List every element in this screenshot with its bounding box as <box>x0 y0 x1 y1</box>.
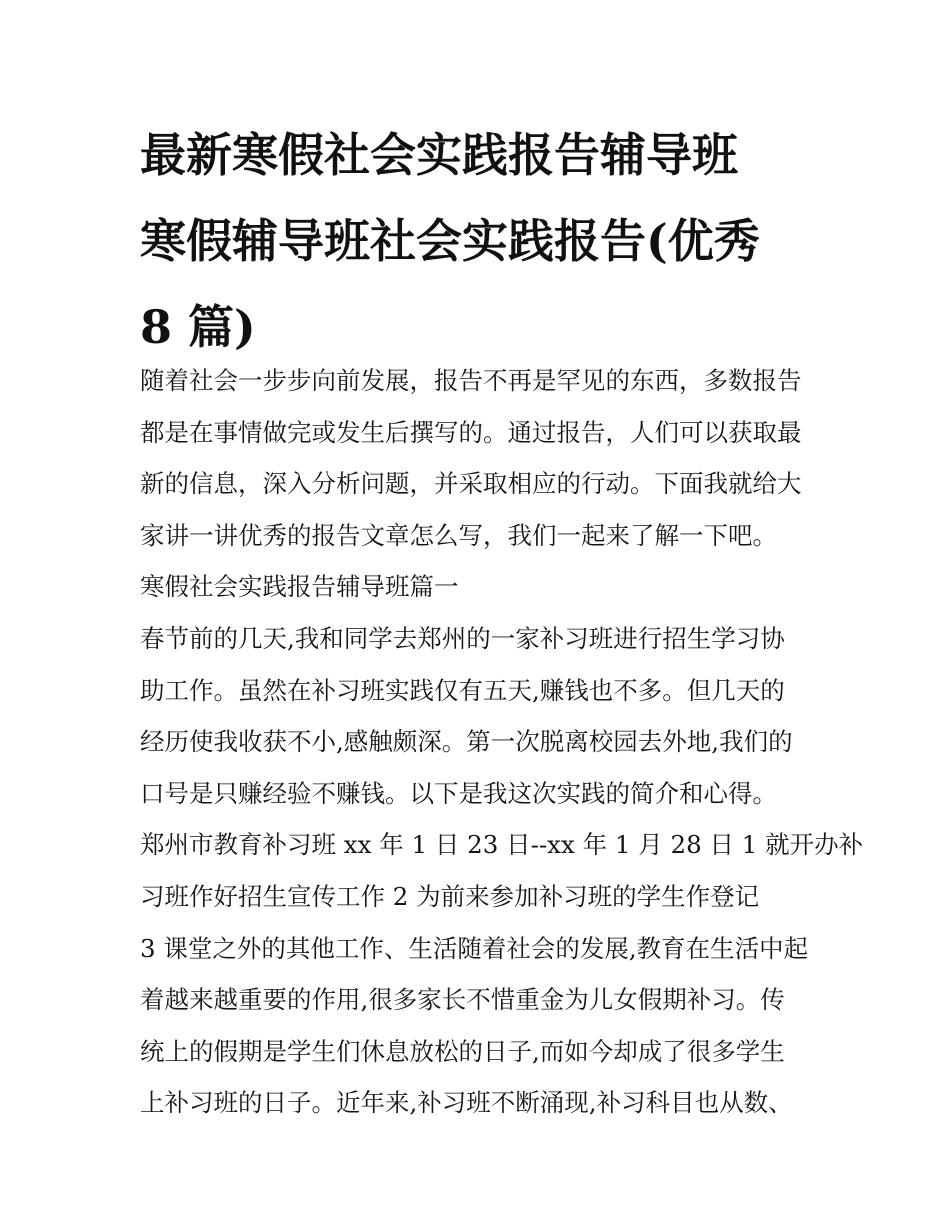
section-heading: 寒假社会实践报告辅导班篇一 <box>140 572 459 602</box>
paragraph-line-9: 统上的假期是学生们休息放松的日子,而如今却成了很多学生 <box>140 1036 785 1066</box>
paragraph-line-2: 助工作。虽然在补习班实践仅有五天,赚钱也不多。但几天的 <box>140 675 785 705</box>
document-body <box>140 355 864 1129</box>
intro-line-2: 都是在事情做完或发生后撰写的。通过报告，人们可以获取最 <box>140 417 802 447</box>
paragraph-line-3: 经历使我收获不小,感触颇深。第一次脱离校园去外地,我们的 <box>140 727 793 757</box>
paragraph-line-1: 春节前的几天,我和同学去郑州的一家补习班进行招生学习协 <box>140 623 785 653</box>
title-line-1: 最新寒假社会实践报告辅导班 <box>140 128 738 182</box>
paragraph-line-6: 习班作好招生宣传工作 2 为前来参加补习班的学生作登记 <box>140 881 760 911</box>
intro-line-4: 家讲一讲优秀的报告文章怎么写，我们一起来了解一下吧。 <box>140 520 777 550</box>
intro-line-3: 新的信息，深入分析问题，并采取相应的行动。下面我就给大 <box>140 469 802 499</box>
paragraph-line-10: 上补习班的日子。近年来,补习班不断涌现,补习科目也从数、 <box>140 1088 793 1118</box>
document-title <box>140 112 820 370</box>
paragraph-line-4: 口号是只赚经验不赚钱。以下是我这次实践的简介和心得。 <box>140 778 777 808</box>
paragraph-line-8: 着越来越重要的作用,很多家长不惜重金为儿女假期补习。传 <box>140 985 785 1015</box>
paragraph-line-5: 郑州市教育补习班 xx 年 1 日 23 日--xx 年 1 月 28 日 1 就开办补 <box>140 830 864 860</box>
title-line-3: 8 篇) <box>140 300 256 354</box>
intro-line-1: 随着社会一步步向前发展，报告不再是罕见的东西，多数报告 <box>140 366 802 395</box>
paragraph-line-7: 3 课堂之外的其他工作、生活随着社会的发展,教育在生活中起 <box>140 933 809 963</box>
title-line-2: 寒假辅导班社会实践报告(优秀 <box>140 214 760 268</box>
